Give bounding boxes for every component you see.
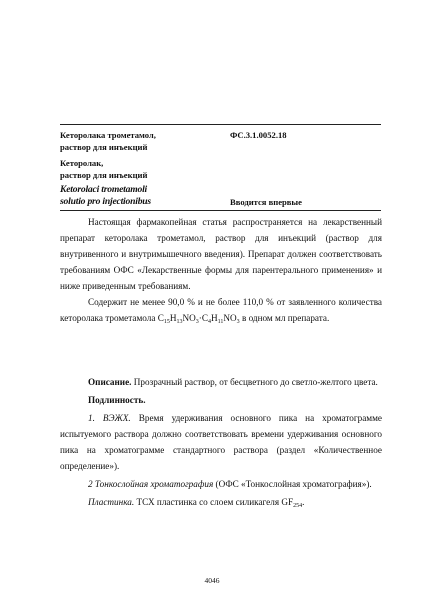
intro-paragraph-2: Содержит не менее 90,0 % и не более 110,0 % от заявленного количества кеторолака трометамола $C_{15}H_{13}NO_3\cdot C_4H_{11}NO_3$ в одном мл препарата. bbox=[60, 297, 382, 325]
intro-paragraph-1: Настоящая фармакопейная статья распространяется на лекарственный препарат кеторолака трометамол, раствор для инъекций (раствор для внутривенного и внутримышечного введения). Препарат должен соответствовать требованиям ОФС «Лекарственные формы для парентерального применения» и ниже приведенным требованиям. bbox=[60, 217, 382, 291]
short-ru-line1: Кеторолак, bbox=[60, 158, 104, 168]
sections-block bbox=[60, 374, 382, 510]
description-paragraph: Описание. Прозрачный раствор, от бесцветного до светло-желтого цвета. bbox=[88, 377, 378, 387]
latin-line1: Ketorolaci trometamoli bbox=[60, 184, 148, 195]
identity-test-2: 2 Тонкослойная хроматография (ОФС «Тонкослойная хроматография»). bbox=[88, 479, 372, 489]
status: Вводится впервые bbox=[230, 197, 302, 207]
description-label: Описание. bbox=[88, 377, 132, 387]
identity-test-1-label: 1. ВЭЖХ. bbox=[88, 413, 131, 423]
header-top-rule bbox=[60, 124, 381, 125]
short-ru-line2: раствор для инъекций bbox=[60, 170, 148, 180]
identity-heading: Подлинность. bbox=[88, 395, 146, 405]
identity-test-1: 1. ВЭЖХ. Время удерживания основного пика на хроматограмме испытуемого раствора должно соответствовать времени удерживания основного пика на хроматограмме стандартного раствора (раздел «Количественное определение»). bbox=[60, 413, 382, 471]
header-bottom-rule bbox=[60, 210, 381, 211]
latin-line2: solutio pro injectionibus bbox=[60, 196, 151, 207]
plate-label: Пластинка. bbox=[88, 497, 135, 507]
fs-number: ФС.3.1.0052.18 bbox=[230, 130, 287, 140]
page-number: 4046 bbox=[204, 576, 220, 585]
plate-paragraph: Пластинка. ТСХ пластинка со слоем силикагеля $GF_{254}$. bbox=[88, 497, 305, 509]
title-ru-line1: Кеторолака трометамол, bbox=[60, 130, 156, 140]
intro-block bbox=[60, 214, 382, 326]
identity-test-2-label: 2 Тонкослойная хроматография bbox=[88, 479, 214, 489]
title-ru-line2: раствор для инъекций bbox=[60, 142, 148, 152]
